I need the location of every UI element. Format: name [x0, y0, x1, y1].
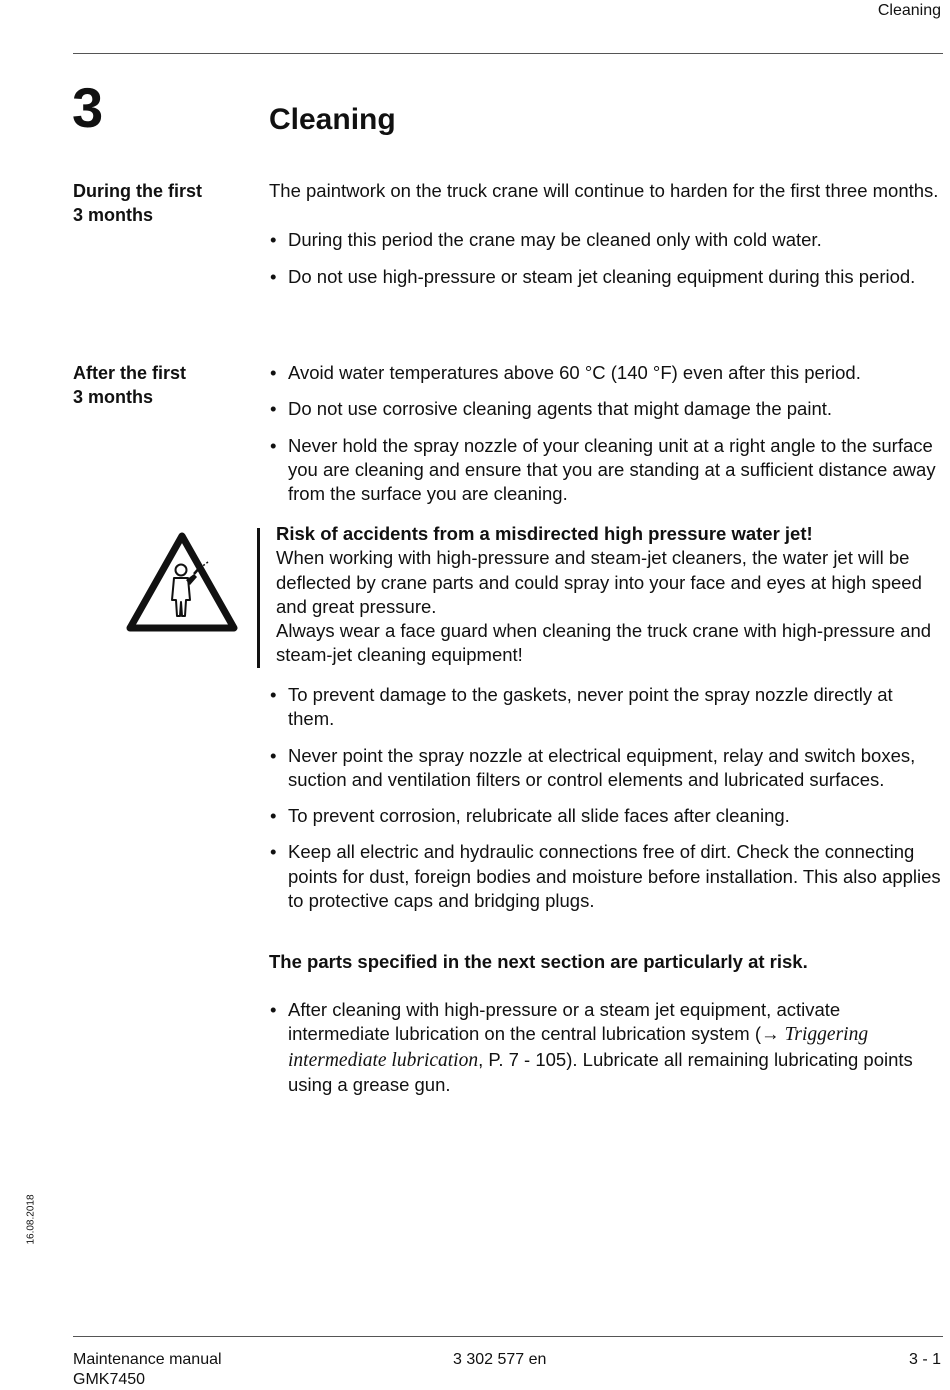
bullet-list-lubrication — [269, 998, 944, 1097]
list-item: • During this period the crane may be cleaned only with cold water. — [269, 228, 944, 252]
arrow-right-icon: → — [761, 1023, 780, 1045]
chapter-title: Cleaning — [269, 103, 396, 136]
footer-rule — [73, 1336, 943, 1337]
footer-left — [73, 1350, 222, 1390]
lubrication-text-start: After cleaning with high-pressure or a steam jet equipment, activate intermediate lubrication on the central lubrication system ( — [288, 999, 841, 1045]
list-item: • Avoid water temperatures above 60 °C (140 °F) even after this period. — [269, 361, 944, 385]
warning-text: When working with high-pressure and steam-jet cleaners, the water jet will be deflected by crane parts and could spray into your face and eyes at high speed and great pressure. — [276, 547, 922, 617]
cross-reference-link[interactable]: Triggering intermediate lubrication — [288, 1024, 869, 1071]
side-label-first-3-months: During the first 3 months — [73, 181, 202, 225]
section-first-3-months — [269, 179, 944, 301]
bullet-list-precautions — [269, 683, 944, 913]
chapter-number: 3 — [72, 76, 104, 139]
warning-block — [276, 522, 944, 668]
intro-paragraph: The paintwork on the truck crane will continue to harden for the first three months. — [269, 180, 939, 201]
lubrication-text-end: ). Lubricate all remaining lubricating points using a grease gun. — [288, 1048, 913, 1095]
section-lubrication — [269, 998, 944, 1109]
warning-triangle-person-icon — [124, 530, 240, 639]
margin-date: 16.08.2018 — [25, 1194, 37, 1245]
warning-title: Risk of accidents from a misdirected high pressure water jet! — [276, 523, 813, 544]
header-rule — [73, 53, 943, 54]
list-item: • Do not use high-pressure or steam jet cleaning equipment during this period. — [269, 265, 944, 289]
warning-bar — [257, 528, 260, 668]
list-item: • Do not use corrosive cleaning agents that might damage the paint. — [269, 397, 944, 421]
footer-document-number: 3 302 577 en — [453, 1351, 547, 1368]
footer-page-number: 3 - 1 — [908, 1351, 941, 1368]
section-after-3-months — [269, 361, 944, 518]
at-risk-note: The parts specified in the next section are particularly at risk. — [269, 951, 808, 972]
cross-reference-page: , P. 7 - 105 — [478, 1048, 567, 1070]
bullet-list-first-period — [269, 228, 944, 289]
footer-manual-title: Maintenance manual — [73, 1351, 222, 1368]
side-label-after-3-months: After the first 3 months — [73, 363, 187, 407]
bullet-list-after-period — [269, 361, 944, 506]
list-item: • Never hold the spray nozzle of your cleaning unit at a right angle to the surface you are cleaning and ensure that you are standing at a sufficient distance away from the surface you are cleaning. — [269, 434, 944, 507]
section-cleaning-precautions — [269, 683, 944, 925]
list-item: • To prevent damage to the gaskets, never point the spray nozzle directly at them. — [269, 683, 944, 732]
list-item: • To prevent corrosion, relubricate all slide faces after cleaning. — [269, 804, 944, 828]
list-item: • Never point the spray nozzle at electrical equipment, relay and switch boxes, suction and ventilation filters or control elements and lubricated surfaces. — [269, 744, 944, 793]
running-header: Cleaning — [877, 2, 941, 19]
footer-model: GMK7450 — [73, 1371, 146, 1388]
list-item — [269, 998, 944, 1097]
list-item: • Keep all electric and hydraulic connections free of dirt. Check the connecting points for dust, foreign bodies and moisture before installation. This also applies to protective caps and bridging plugs. — [269, 840, 944, 913]
warning-instruction: Always wear a face guard when cleaning the truck crane with high-pressure and steam-jet cleaning equipment! — [276, 620, 932, 666]
